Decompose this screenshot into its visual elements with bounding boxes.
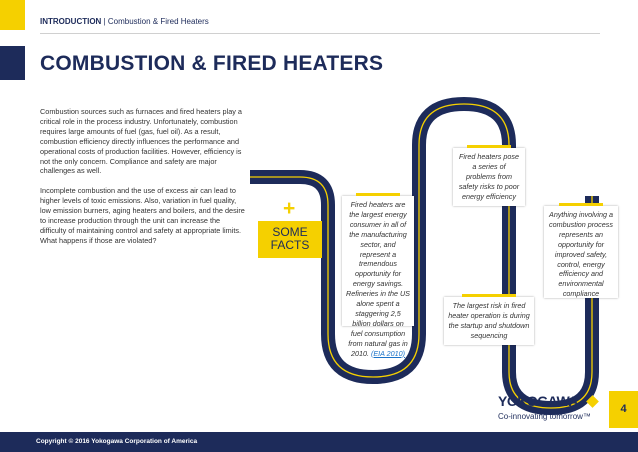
page-title: COMBUSTION & FIRED HEATERS	[40, 52, 384, 75]
fact-card-accent	[356, 193, 399, 196]
breadcrumb-separator: |	[101, 17, 108, 26]
footer-bar	[0, 432, 638, 452]
logo-wordmark: YOKOGAWA	[498, 393, 579, 409]
fact-card-text: Fired heaters are the largest energy consumer in all of the manufacturing sector, and represent a tremendous opportunity for energy savings. Refineries in the US alone spent a staggering 2,5 billion dollars on fuel consumption from natural gas in 2010.	[346, 200, 410, 358]
fact-card-largest-risk	[444, 297, 534, 345]
some-facts-badge	[258, 221, 322, 258]
intro-paragraph-2: Incomplete combustion and the use of excess air can lead to higher levels of toxic emissions. Also, variation in fuel quality, low emission burners, aging heaters and boilers, and the desire to increase production through the unit can increase the difficulty of maintaining control and safety at appropriate limits. What happens if those are violated?	[40, 186, 245, 245]
some-facts-line-1: SOME	[272, 225, 308, 239]
eia-2010-link[interactable]: (EIA 2010)	[370, 348, 406, 358]
logo-tagline: Co-innovating tomorrow™	[498, 412, 591, 421]
diamond-icon	[586, 395, 599, 408]
plus-icon: +	[283, 197, 296, 220]
some-facts-line-2: FACTS	[270, 238, 310, 252]
breadcrumb-section: INTRODUCTION	[40, 17, 102, 26]
fact-card-energy-consumer	[342, 196, 414, 358]
intro-paragraph-1: Combustion sources such as furnaces and fired heaters play a critical role in the process industry. Unfortunately, combustion requires large amounts of fuel (gas, fuel oil). As a result, combustion efficiency directly influences the performance and operational costs of production facilities. However, efficiency is not the only concern. Compliance and safety are major challenges as well.	[40, 107, 242, 176]
copyright-text: Copyright © 2016 Yokogawa Corporation of America	[36, 438, 198, 445]
fact-card-accent	[559, 203, 603, 206]
fact-card-opportunity	[544, 206, 618, 298]
fact-card-problems	[453, 148, 525, 206]
fact-card-text: Anything involving a combustion process represents an opportunity for improved safety, control, energy efficiency and environmental compliance	[549, 210, 613, 299]
fact-card-text: Fired heaters pose a series of problems from safety risks to poor energy efficiency	[458, 152, 520, 201]
yokogawa-logo	[490, 390, 598, 430]
fact-card-text: The largest risk in fired heater operation is during the startup and shutdown sequencing	[448, 301, 530, 340]
breadcrumb-topic: Combustion & Fired Heaters	[107, 17, 209, 26]
page-number: 4	[609, 391, 638, 428]
fact-card-accent	[467, 145, 510, 148]
fact-card-accent	[462, 294, 516, 297]
